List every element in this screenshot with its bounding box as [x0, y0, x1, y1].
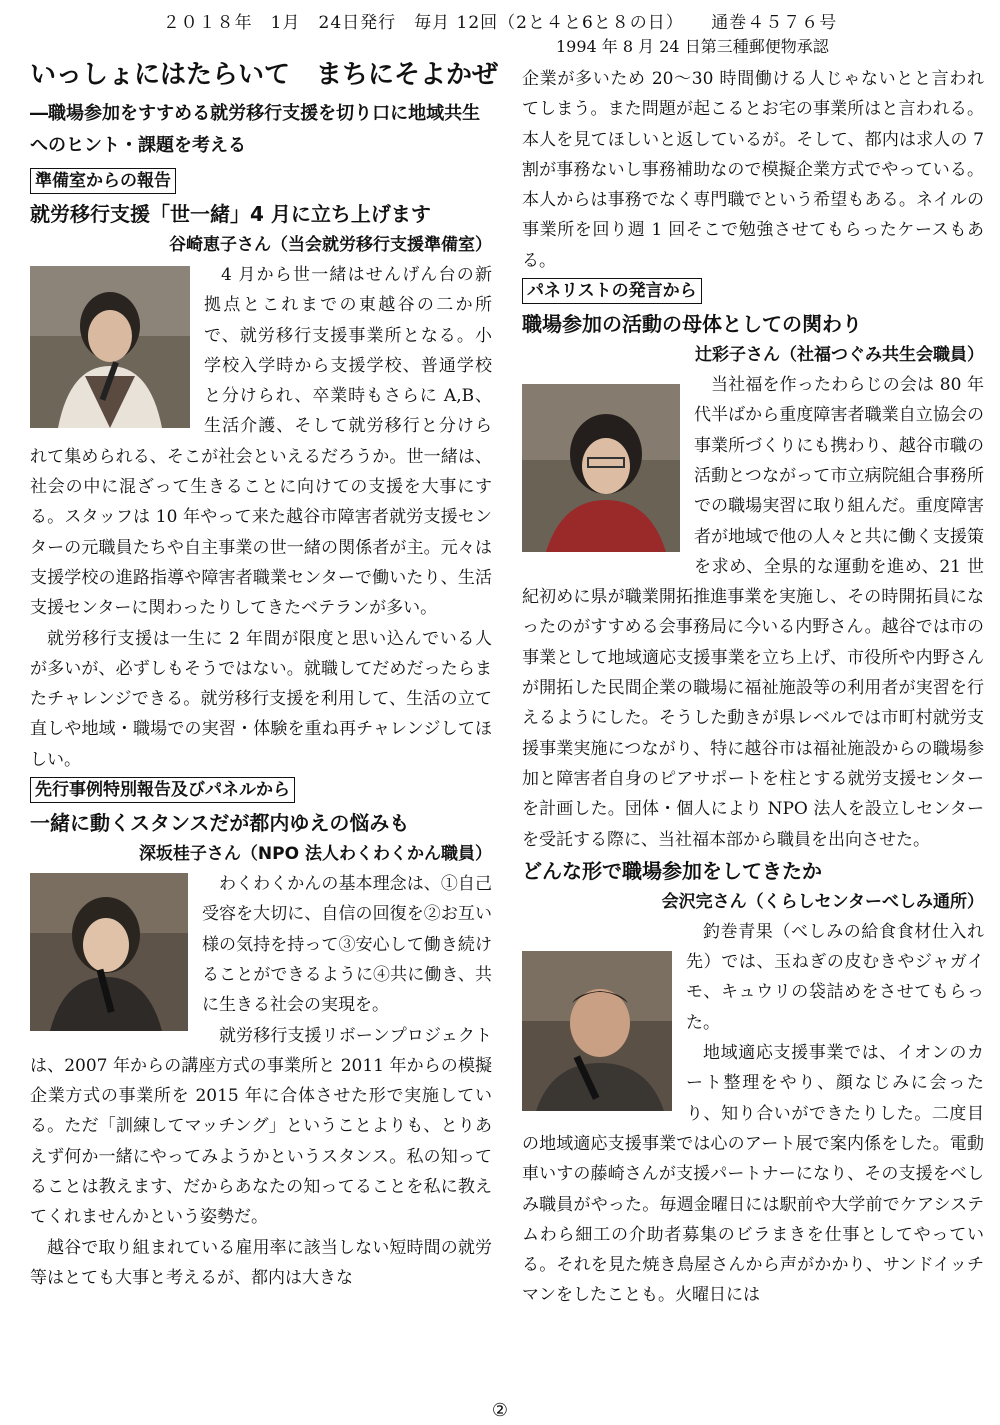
speaker-aizawa: 会沢完さん（くらしセンターべしみ通所）: [661, 891, 984, 912]
speaker-tanizaki: 谷崎恵子さん（当会就労移行支援準備室）: [169, 235, 492, 255]
body-section2-p2: 就労移行支援リボーンプロジェクトは、2007 年からの講座方式の事業所と 2011 年からの模擬企業方式の事業所を 2015 年に合体させた形で実施している。ただ「訓練してマッチング」ということよりも、とりあえず何か一緒にやってみようかというスタンス。私の知ってることは教えます、だからあなたの知ってることを私に教えてくれませんかという姿勢だ。: [30, 1025, 492, 1228]
body-section4-p1: [522, 917, 984, 1038]
body-section2-p3: 越谷で取り組まれている雇用率に該当しない短時間の就労等はとても大事と考えるが、都内は大きな: [30, 1237, 492, 1288]
issue-header: ２０１８年 1月 24日発行 毎月 12回（2と４と6と８の日） 通巻４５７６号: [162, 13, 838, 33]
body-section4-p1-text: 釣巻青果（べしみの給食食材仕入れ先）では、玉ねぎの皮むきやジャガイモ、キュウリの袋詰めをさせてもらった。: [686, 921, 984, 1033]
photo-aizawa: [522, 951, 672, 1111]
page-number: ②: [491, 1400, 509, 1421]
section-label-special-report: 先行事例特別報告及びパネルから: [30, 777, 295, 803]
photo-tanizaki: [30, 266, 190, 428]
section-title-wakuwakukan: 一緒に動くスタンスだが都内ゆえの悩みも: [30, 811, 410, 836]
photo-fukasaka: [30, 873, 188, 1031]
section-title-yoissho: 就労移行支援「世一緒」4 月に立ち上げます: [30, 202, 431, 226]
body-section2-p1-text: わくわくかんの基本理念は、①自己受容を大切に、自信の回復を②お互い様の気持を持って③安心して働き続けることができるように④共に働き、共に生きる社会の実現を。: [202, 874, 492, 1016]
left-column: [30, 58, 499, 1293]
body-section1-p1: 4 月から世一緒はせんげん台の新拠点とこれまでの東越谷の二か所で、就労移行支援事業所となる。小学校入学時から支援学校、普通学校と分けられ、卒業時もさらに A,B、生活介護、そして就労移行と分けられて集められる、そこが社会といえるだろうか。世一緒は、社会の中に混ざって生きることに向けての支援を大事にする。スタッフは 10 年やって来た越谷市障害者就労支援センターの元職員たちや自主事業の世一緒の関係者が主。元々は支援学校の進路指導や障害者職業センターで働いたり、生活支援センターに関わったりしてきたベテランが多い。: [30, 265, 492, 619]
body-section3-p1-text: 当社福を作ったわらじの会は 80 年代半ばから重度障害者職業自立協会の事業所づくりにも携わり、越谷市職の活動とつながって市立病院組合事務所での職場実習に取り組んだ。重度障害者が地域で他の人々と共に働く支援策を求め、全県的な運動を進め、21 世紀初めに県が職業開拓推進事業を実施し、その時開拓員になったのがすすめる会事務局に今いる内野さん。越谷では市の事業として地域適応支援事業を立ち上げ、市役所や内野さんが開拓した民間企業の職場に福祉施設等の利用者が実習を行えるようにした。そうした動きが県レベルでは市町村就労支援事業実施につながり、特に越谷市は福祉施設からの職場参加と障害者自身のピアサポートを柱とする就労支援センターを計画した。団体・個人により NPO 法人を設立しセンターを受託する際に、当社福本部から職員を出向させた。: [522, 375, 984, 850]
body-section1-p2: 就労移行支援は一生に 2 年間が限度と思い込んでいる人が多いが、必ずしもそうではない。就職してだめだったらまたチャレンジできる。就労移行支援を利用して、生活の立て直しや地域・職場での実習・体験を重ね再チャレンジしてほしい。: [30, 628, 492, 770]
section-title-tsugumi: 職場参加の活動の母体としての関わり: [522, 312, 862, 337]
body-section3-p1: [522, 370, 984, 855]
body-section2-p1: [30, 869, 492, 1020]
main-title: いっしょにはたらいて まちにそよかぜ: [30, 60, 499, 90]
section-label-preparation: 準備室からの報告: [30, 168, 176, 194]
photo-tsuji: [522, 384, 680, 552]
speaker-fukasaka: 深坂桂子さん（NPO 法人わくわくかん職員）: [138, 844, 492, 865]
right-column: [522, 64, 984, 1311]
section-label-panelists: パネリストの発言から: [522, 278, 702, 304]
section-title-workplace: どんな形で職場参加をしてきたか: [522, 858, 822, 883]
body-section2-continued: 企業が多いため 20～30 時間働ける人じゃないとと言われてしまう。また問題が起こるとお宅の事業所はと言われる。本人を見てほしいと返しているが。そして、都内は求人の 7 割が事務ないし事務補助なので模擬企業方式でやっている。本人からは事務でなく専門職でという希望もある。ネイルの事業所を回り週 1 回そこで勉強させてもらったケースもある。: [522, 69, 984, 271]
body-section4-p2: 地域適応支援事業では、イオンのカート整理をやり、顔なじみに会ったり、知り合いができたりした。二度目の地域適応支援事業では心のアート展で案内係をした。電動車いすの藤崎さんが支援パートナーになり、その支援をべしみ職員がやった。毎週金曜日には駅前や大学前でケアシステムわら細工の介助者募集のビラまきを仕事としてやっている。それを見た焼き鳥屋さんから声がかかり、サンドイッチマンをしたことも。火曜日には: [522, 1043, 985, 1306]
postal-approval: 1994 年 8 月 24 日第三種郵便物承認: [556, 37, 829, 56]
sub-title: ―職場参加をすすめる就労移行支援を切り口に地域共生へのヒント・課題を考える: [30, 103, 481, 156]
speaker-tsuji: 辻彩子さん（社福つぐみ共生会職員）: [695, 345, 984, 366]
